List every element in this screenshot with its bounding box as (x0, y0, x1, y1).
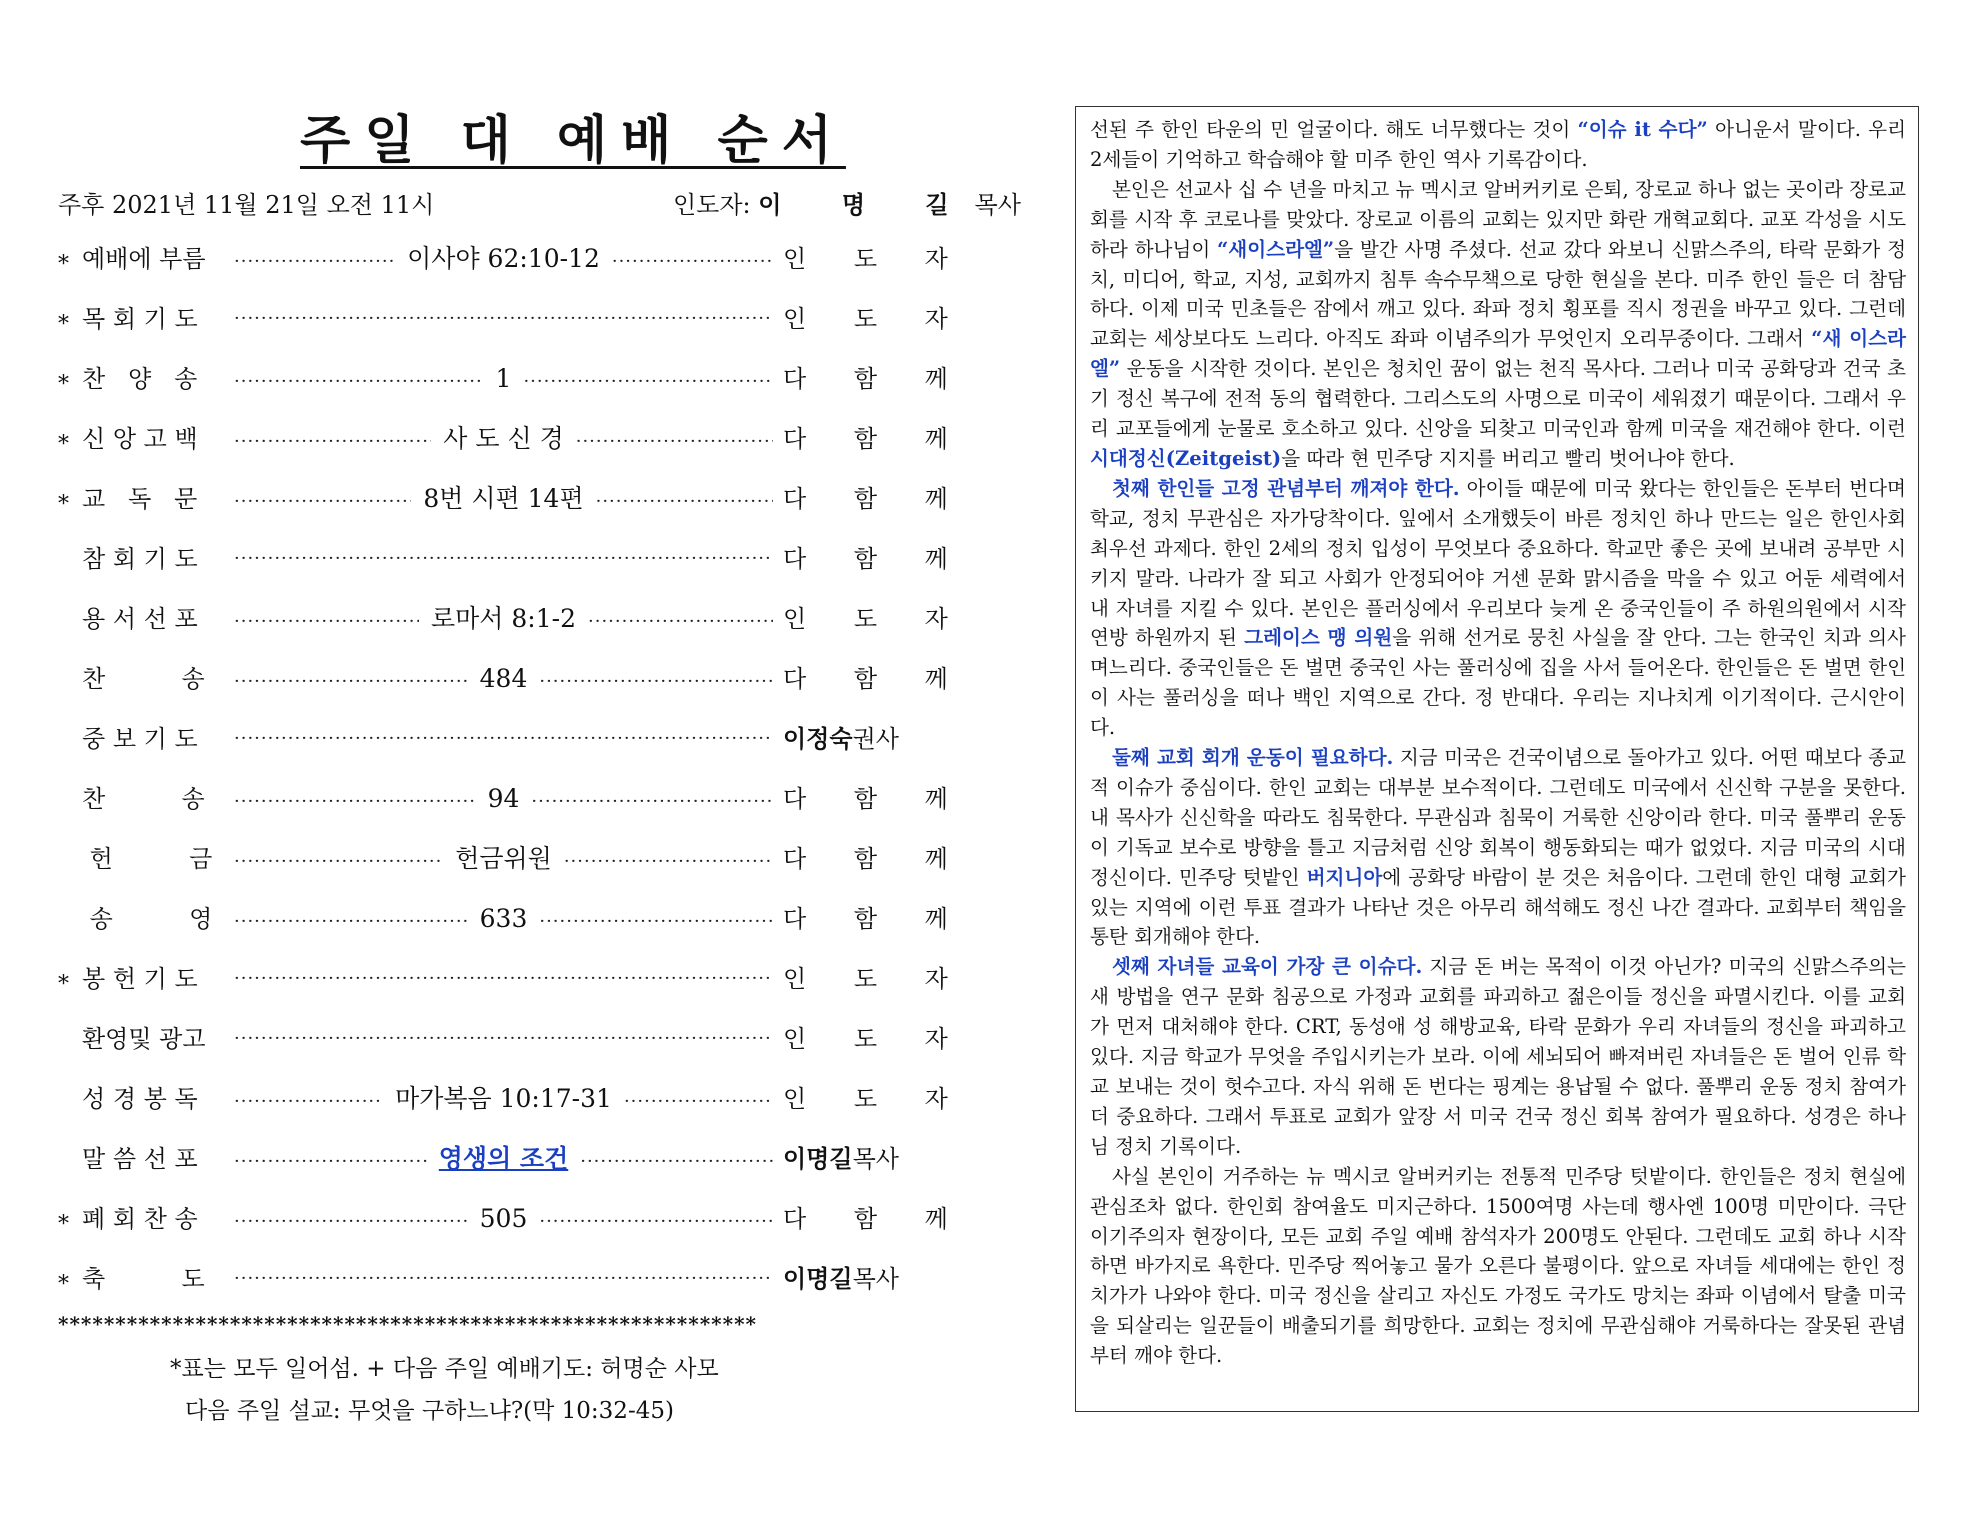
service-item-content: 마가복음 10:17-31 (395, 1084, 612, 1113)
dot-leader (234, 845, 443, 879)
service-item-middle (234, 662, 773, 699)
leader-person: 이명길 (783, 1265, 853, 1293)
service-item-middle (234, 602, 773, 639)
article-text: 지금 미국은 건국이념으로 돌아가고 있다. 어떤 때보다 종교적 이슈가 중심이다. 한인 교회는 대부분 보수적이다. 그런데도 미국에서 신신학 구분을 못한다. 내 목사가 신신학을 따라도 침묵한다. 무관심과 침묵이 거룩한 신앙이라 한다. 미국 풀뿌리 운동이 기독교 보수로 방향을 틀고 지금처럼 신앙 회복이 행동화되는 때가 없었다. 지금 미국의 시대정신이다. 민주당 텃밭인 (1090, 746, 1906, 889)
service-item-middle (234, 1202, 773, 1239)
standing-marker: * (58, 312, 69, 337)
sermon-title-link[interactable]: 영생의 조건 (438, 1144, 569, 1173)
standing-marker: * (58, 1212, 69, 1237)
service-item-label: 교 독 문 (82, 485, 198, 513)
dot-leader (612, 245, 773, 279)
service-item-row (58, 482, 968, 542)
service-item-middle (234, 542, 773, 576)
service-item-leader: 인 도 자 (783, 305, 968, 333)
service-item-middle (234, 482, 773, 519)
article-text: 을 발간 사명 주셨다. 선교 갔다 와보니 신맑스주의, 타락 문화가 정치, 미디어, 학교, 지성, 교회까지 침투 속수무책으로 당한 현실을 본다. 미주 한인 들은 더 참담하다. 이제 미국 민초들은 잠에서 깨고 있다. 좌파 정치 횡포를 직시 정권을 바꾸고 있다. 그런데 교회는 세상보다도 느리다. 아직도 좌파 이념주의가 무엇인지 오리무중이다. 그래서 (1090, 237, 1906, 351)
dot-leader (531, 785, 773, 819)
service-item-content: 8번 시편 14편 (423, 484, 584, 513)
service-item-label: 찬 송 (82, 785, 205, 813)
article-text: 을 따라 현 민주당 지지를 버리고 빨리 벗어나야 한다. (1281, 446, 1735, 470)
service-item-label: 말 씀 선 포 (82, 1145, 198, 1173)
service-item-content: 사 도 신 경 (443, 424, 564, 453)
dot-leader (564, 845, 773, 879)
service-item-content: 1 (495, 364, 512, 393)
article-highlight: 셋째 자녀들 교육이 가장 큰 이슈다. (1112, 955, 1423, 979)
service-item-leader: 인 도 자 (783, 605, 968, 633)
dot-leader (580, 1145, 773, 1179)
dot-leader (234, 365, 484, 399)
dot-leader (576, 425, 773, 459)
service-item-label: 신 앙 고 백 (82, 425, 198, 453)
service-date: 주후 2021년 11월 21일 오전 11시 (58, 191, 435, 219)
article-paragraph (1090, 175, 1906, 474)
service-item-middle (234, 1142, 773, 1179)
service-item-leader (783, 722, 918, 756)
article-text: 사실 본인이 거주하는 뉴 멕시코 알버커키는 전통적 민주당 텃밭이다. 한인들은 정치 현실에 관심조차 없다. 한인회 참여율도 미지근하다. 1500여명 사는데 행사엔 100명 미만이다. 극단 이기주의자 현장이다, 모든 교회 주일 예배 참석자가 200명도 안된다. 그런데도 교회 하나 시작하면 바가지로 욕한다. 민주당 찍어놓고 물가 오른다 불평이다. 앞으로 자녀들 세대에는 한인 정치가가 나와야 한다. 미국 정신을 살리고 자신도 가정도 국가도 망치는 좌파 이념에서 탈출 미국을 되살리는 일꾼들이 배출되기를 희망한다. 교회는 정치에 무관심해야 거룩하다는 잘못된 관념부터 깨야 한다. (1090, 1164, 1906, 1368)
service-item-leader: 다 함 께 (783, 545, 968, 573)
dot-leader (234, 425, 431, 459)
order-of-service-list (58, 242, 968, 1322)
service-item-row (58, 962, 968, 1022)
service-item-row (58, 1082, 968, 1142)
article-highlight: “새이스라엘” (1217, 237, 1335, 261)
article-text: 운동을 시작한 것이다. 본인은 청치인 꿈이 없는 천직 목사다. 그러나 미국 공화당과 건국 초기 정신 복구에 전적 동의 협력한다. 그리스도의 사명으로 미국이 세워졌기 때문이다. 그래서 우리 교포들에게 눈물로 호소하고 있다. 신앙을 되찾고 미국인과 함께 미국을 재건해야 한다. 이런 (1090, 357, 1906, 441)
service-item-row (58, 542, 968, 602)
leader-label: 인도자: (673, 191, 751, 219)
article-paragraph (1090, 1162, 1906, 1371)
leader-role: 권사 (852, 725, 899, 753)
service-item-content: 633 (479, 904, 528, 933)
service-item-middle (234, 1022, 773, 1056)
article-text: 지금 돈 버는 목적이 이것 아닌가? 미국의 신맑스주의는 새 방법을 연구 문화 침공으로 가정과 교회를 파괴하고 젊은이들 정신을 파멸시킨다. 이를 교회가 먼저 대처해야 한다. CRT, 동성애 성 해방교육, 타락 문화가 우리 자녀들의 정신을 파괴하고 있다. 지금 학교가 무엇을 주입시키는가 보라. 이에 세뇌되어 빠져버린 자녀들은 돈 벌어 인류 학교 보내는 것이 헛수고다. 자식 위해 돈 번다는 핑계는 용납될 수 없다. 풀뿌리 운동 정치 참여가 더 중요하다. 그래서 투표로 교회가 앞장 서 미국 건국 정신 회복 참여가 필요하다. 성경은 하나님 정치 기록이다. (1090, 955, 1906, 1158)
service-item-row (58, 302, 968, 362)
service-item-row (58, 422, 968, 482)
dot-leader (234, 605, 419, 639)
service-item-row (58, 362, 968, 422)
article-highlight: 시대정신(Zeitgeist) (1090, 446, 1282, 470)
service-item-middle (234, 842, 773, 879)
leader-role: 목사 (852, 1265, 899, 1293)
leader-person: 이정숙 (783, 725, 853, 753)
service-item-row (58, 1022, 968, 1082)
dot-leader (624, 1085, 773, 1119)
separator-line: ************************************************************* (58, 1312, 757, 1336)
leader-name: 이 명 길 (758, 191, 975, 219)
article-highlight: 둘째 교회 회개 운동이 필요하다. (1112, 746, 1394, 770)
service-item-leader (783, 1262, 918, 1296)
dot-leader (523, 365, 773, 399)
article-text: 을 위해 선거로 뭉친 사실을 잘 안다. 그는 한국인 치과 의사 며느리다. 중국인들은 돈 벌면 중국인 사는 풀러싱에 집을 사서 들어온다. 한인들은 돈 벌면 한인이 사는 풀러싱을 떠나 백인 지역으로 간다. 정 반대다. 우리는 지나치게 이기적이다. 근시안이다. (1090, 626, 1906, 740)
service-item-leader: 다 함 께 (783, 365, 968, 393)
page-title: 주일 대 예배 순서 (300, 111, 846, 171)
article-paragraph (1090, 952, 1906, 1161)
standing-marker: * (58, 252, 69, 277)
article-paragraph (1090, 743, 1906, 952)
article-highlight: 그레이스 맹 의원 (1244, 626, 1393, 650)
service-item-label: 헌 금 (82, 845, 213, 873)
service-item-label: 성 경 봉 독 (82, 1085, 198, 1113)
service-item-leader: 인 도 자 (783, 245, 968, 273)
service-item-label: 축 도 (82, 1265, 205, 1293)
service-item-label: 찬 양 송 (82, 365, 198, 393)
standing-marker: * (58, 492, 69, 517)
dot-leader (234, 485, 411, 519)
service-item-leader: 다 함 께 (783, 1205, 968, 1233)
service-item-label: 참 회 기 도 (82, 545, 198, 573)
service-item-middle (234, 242, 773, 279)
service-item-label: 중 보 기 도 (82, 725, 198, 753)
service-item-row (58, 842, 968, 902)
standing-marker: * (58, 972, 69, 997)
dot-leader (539, 665, 773, 699)
service-item-middle (234, 362, 773, 399)
article-text: 본인은 선교사 십 수 년을 마치고 뉴 멕시코 알버커키로 은퇴, 장로교 하나 없는 곳이라 장로교회를 시작 후 코로나를 맞았다. 장로교 이름의 교회는 있지만 화란 개혁교회다. 교포 각성을 시도하라 하나님이 (1090, 177, 1906, 261)
service-item-content: 로마서 8:1-2 (431, 604, 576, 633)
dot-leader (539, 905, 773, 939)
service-item-middle (234, 902, 773, 939)
dot-leader (234, 245, 395, 279)
article-highlight: 버지니아 (1306, 865, 1383, 889)
service-item-content: 94 (487, 784, 520, 813)
dot-leader (588, 605, 773, 639)
service-item-content: 505 (479, 1204, 528, 1233)
article-highlight: 첫째 한인들 고정 관념부터 깨져야 한다. (1112, 476, 1460, 500)
service-item-label: 목 회 기 도 (82, 305, 198, 333)
service-item-middle (234, 722, 773, 756)
footer-standing-note: *표는 모두 일어섬. + 다음 주일 예배기도: 허명순 사모 (170, 1356, 719, 1382)
service-item-label: 폐 회 찬 송 (82, 1205, 198, 1233)
article-text: 선된 주 한인 타운의 민 얼굴이다. 해도 너무했다는 것이 (1090, 118, 1578, 141)
service-item-middle (234, 962, 773, 996)
dot-leader (234, 722, 773, 756)
article-text: 에 공화당 바람이 분 것은 처음이다. 그런데 한인 대형 교회가 있는 지역에 이런 투표 결과가 나타난 것은 아무리 해석해도 정신 나간 결과다. 교회부터 책임을 통탄 회개해야 한다. (1090, 865, 1906, 949)
service-item-content: 이사야 62:10-12 (407, 244, 600, 273)
service-item-leader: 다 함 께 (783, 905, 968, 933)
service-item-row (58, 1202, 968, 1262)
standing-marker: * (58, 432, 69, 457)
dot-leader (234, 785, 476, 819)
service-item-label: 찬 송 (82, 665, 205, 693)
service-item-leader: 인 도 자 (783, 1025, 968, 1053)
leader-person: 이명길 (783, 1145, 853, 1173)
service-item-row (58, 662, 968, 722)
standing-marker: * (58, 1272, 69, 1297)
service-item-label: 용 서 선 포 (82, 605, 198, 633)
service-item-label: 봉 헌 기 도 (82, 965, 198, 993)
service-item-row (58, 782, 968, 842)
leader-title: 목사 (974, 191, 1021, 219)
leader-info (673, 188, 1021, 222)
service-item-content: 484 (479, 664, 528, 693)
service-item-leader: 다 함 께 (783, 485, 968, 513)
service-item-middle (234, 1082, 773, 1119)
service-item-leader: 인 도 자 (783, 965, 968, 993)
article-paragraph (1090, 115, 1906, 175)
dot-leader (234, 1085, 383, 1119)
leader-role: 목사 (852, 1145, 899, 1173)
dot-leader (234, 905, 468, 939)
dot-leader (234, 1145, 427, 1179)
service-item-middle (234, 1262, 773, 1296)
column-article (1075, 106, 1919, 1412)
standing-marker: * (58, 372, 69, 397)
service-item-row (58, 902, 968, 962)
service-item-leader: 인 도 자 (783, 1085, 968, 1113)
service-item-leader: 다 함 께 (783, 845, 968, 873)
service-item-row (58, 602, 968, 662)
dot-leader (234, 962, 773, 996)
dot-leader (234, 1205, 468, 1239)
service-item-leader: 다 함 께 (783, 785, 968, 813)
footer-next-sermon: 다음 주일 설교: 무엇을 구하느냐?(막 10:32-45) (185, 1398, 674, 1424)
service-item-row (58, 722, 918, 782)
service-item-label: 예배에 부름 (82, 245, 206, 273)
service-item-leader: 다 함 께 (783, 425, 968, 453)
dot-leader (234, 665, 468, 699)
service-item-label: 환영및 광고 (82, 1025, 206, 1053)
dot-leader (234, 1022, 773, 1056)
article-paragraph (1090, 474, 1906, 743)
service-item-middle (234, 422, 773, 459)
dot-leader (234, 542, 773, 576)
dot-leader (234, 1262, 773, 1296)
service-item-middle (234, 302, 773, 336)
article-highlight: “새 이스라엘” (1090, 327, 1906, 381)
dot-leader (234, 302, 773, 336)
dot-leader (539, 1205, 773, 1239)
service-item-leader (783, 1142, 918, 1176)
service-item-leader: 다 함 께 (783, 665, 968, 693)
article-text: 아이들 때문에 미국 왔다는 한인들은 돈부터 번다며 학교, 정치 무관심은 자가당착이다. 잎에서 소개했듯이 바른 정치인 하나 만드는 일은 한인사회 최우선 과제다. 한인 2세의 정치 입성이 무엇보다 중요하다. 학교만 좋은 곳에 보내려 공부만 시키지 말라. 나라가 잘 되고 사회가 안정되어야 거센 문화 맑시즘을 막을 수 있고 어둔 세력에서 내 자녀를 지킬 수 있다. 본인은 플러싱에서 우리보다 늦게 온 중국인들이 주 하원의원에서 시작 연방 하원까지 된 (1090, 476, 1906, 650)
service-item-row (58, 242, 968, 302)
article-highlight: “이슈 it 수다” (1577, 118, 1708, 141)
article-text: 아니운서 말이다. 우리 2세들이 기억하고 학습해야 할 미주 한인 역사 기록감이다. (1090, 118, 1906, 171)
service-item-label: 송 영 (82, 905, 213, 933)
dot-leader (596, 485, 773, 519)
service-item-middle (234, 782, 773, 819)
service-item-content: 헌금위원 (455, 844, 552, 873)
service-item-row (58, 1142, 918, 1202)
service-date-line (58, 188, 1021, 222)
